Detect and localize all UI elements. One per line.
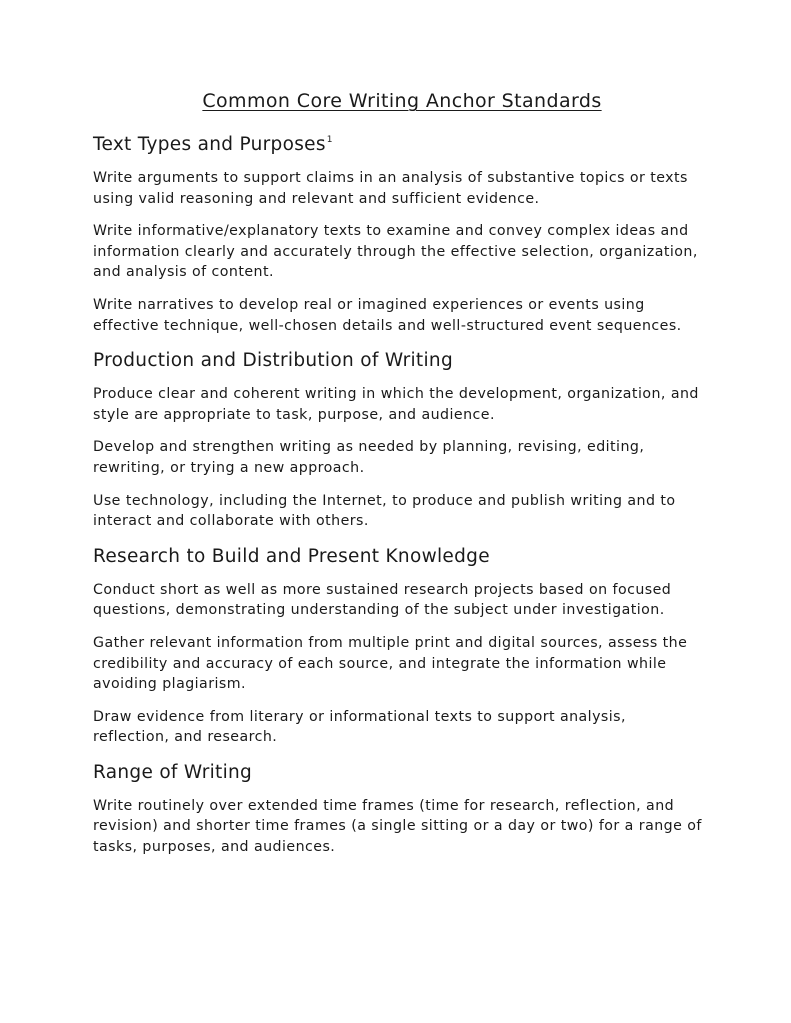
standard-paragraph: Produce clear and coherent writing in which the development, organization, and style are appropriate to task, purpose, and audience. xyxy=(93,386,699,423)
section-heading: Production and Distribution of Writing xyxy=(93,350,453,372)
section-production-distribution xyxy=(93,348,703,532)
standard-paragraph: Write arguments to support claims in an analysis of substantive topics or texts using valid reasoning and relevant and sufficient evidence. xyxy=(93,170,688,207)
standard-paragraph: Conduct short as well as more sustained research projects based on focused questions, demonstrating understanding of the subject under investigation. xyxy=(93,581,672,619)
section-text-types xyxy=(93,127,703,336)
standard-paragraph: Draw evidence from literary or informational texts to support analysis, reflection, and research. xyxy=(93,708,626,746)
section-heading: Range of Writing xyxy=(93,761,253,783)
section-heading: Research to Build and Present Knowledge xyxy=(93,545,490,567)
standard-paragraph: Gather relevant information from multiple print and digital sources, assess the credibility and accuracy of each source, and integrate the information while avoiding plagiarism. xyxy=(93,634,688,693)
standard-paragraph: Develop and strengthen writing as needed by planning, revising, editing, rewriting, or trying a new approach. xyxy=(93,439,645,476)
standard-paragraph: Write informative/explanatory texts to examine and convey complex ideas and information clearly and accurately through the effective selection, organization, and analysis of content. xyxy=(93,223,698,281)
section-range-of-writing xyxy=(93,760,703,858)
footnote-marker: 1 xyxy=(326,135,333,145)
section-research xyxy=(93,544,703,748)
standard-paragraph: Write routinely over extended time frames (time for research, reflection, and revision) and shorter time frames (a single sitting or a day or two) for a range of tasks, purposes, and audiences. xyxy=(93,797,702,856)
document-title: Common Core Writing Anchor Standards xyxy=(202,90,602,112)
section-heading xyxy=(93,127,703,158)
document-page xyxy=(93,88,703,870)
standard-paragraph: Write narratives to develop real or imagined experiences or events using effective technique, well-chosen details and well-structured event sequences. xyxy=(93,296,682,334)
section-heading-text: Text Types and Purposes xyxy=(93,134,326,155)
standard-paragraph: Use technology, including the Internet, to produce and publish writing and to interact and collaborate with others. xyxy=(93,492,676,530)
